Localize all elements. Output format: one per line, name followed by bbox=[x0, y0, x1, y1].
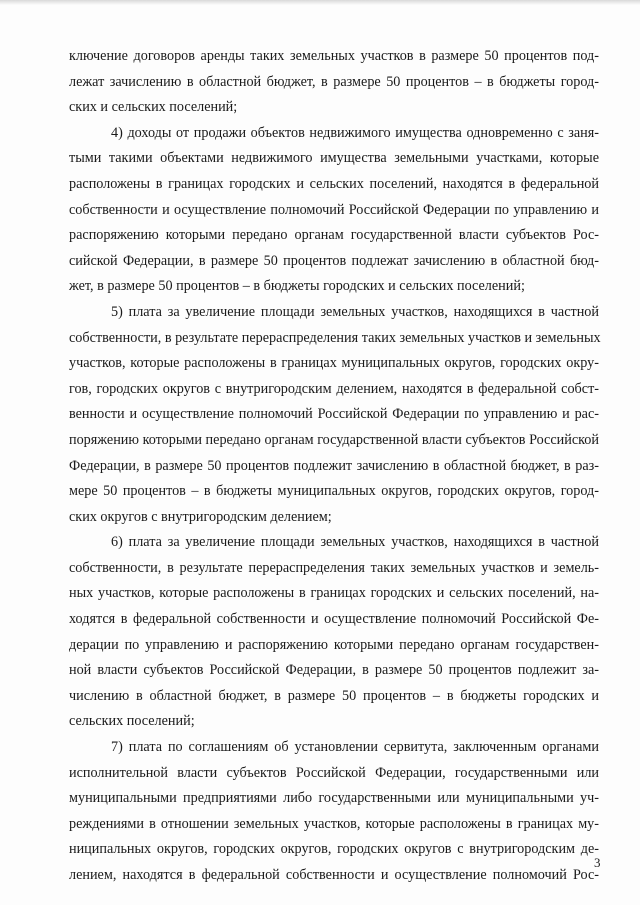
text-line: тыми такими объектами недвижимого имущества земельными участками, которые bbox=[69, 150, 599, 167]
text-line: мере 50 процентов – в бюджеты муниципальных округов, городских округов, город- bbox=[69, 483, 599, 500]
paragraph-item-4 bbox=[69, 121, 599, 300]
text-line: дерации по управлению и распоряжению которыми передано органам государствен- bbox=[69, 636, 599, 653]
text-line: ских округов с внутригородским делением; bbox=[69, 508, 332, 525]
text-line: венности и осуществление полномочий Российской Федерации по управлению и рас- bbox=[69, 406, 599, 423]
text-line: участков, которые расположены в границах муниципальных округов, городских окру- bbox=[69, 355, 599, 372]
scan-top-edge bbox=[0, 0, 640, 5]
text-line: 5) плата за увеличение площади земельных участков, находящихся в частной bbox=[111, 303, 599, 320]
text-line: ских и сельских поселений; bbox=[69, 99, 238, 116]
text-line: числению в областной бюджет, в размере 50 процентов – в бюджеты городских и bbox=[69, 687, 599, 704]
text-line: 7) плата по соглашениям об установлении сервитута, заключенным органами bbox=[111, 739, 599, 756]
text-line: ниципальных округов, городских округов, городских округов с внутригородским де- bbox=[69, 841, 599, 858]
text-line: ключение договоров аренды таких земельных участков в размере 50 процентов под- bbox=[69, 48, 599, 64]
text-line: ходятся в федеральной собственности и осуществление полномочий Российской Фе- bbox=[69, 611, 599, 628]
paragraph-continuation bbox=[69, 44, 599, 121]
paragraph-item-5 bbox=[69, 300, 599, 530]
page-number: 3 bbox=[594, 855, 601, 870]
text-line: Федерации, в размере 50 процентов подлежит зачислению в областной бюджет, в раз- bbox=[69, 457, 599, 474]
text-line: сельских поселений; bbox=[69, 713, 195, 730]
text-line: собственности, в результате перераспределения таких земельных участков и земельных bbox=[69, 329, 601, 346]
text-line: муниципальными предприятиями либо государственными или муниципальными уч- bbox=[69, 790, 599, 807]
text-line: гов, городских округов с внутригородским делением, находятся в федеральной собст- bbox=[69, 380, 599, 397]
text-line: сийской Федерации, в размере 50 процентов подлежат зачислению в областной бюд- bbox=[69, 252, 599, 269]
text-line: расположены в границах городских и сельских поселений, находятся в федеральной bbox=[69, 175, 599, 192]
text-line: ной власти субъектов Российской Федерации, в размере 50 процентов подлежит за- bbox=[69, 662, 599, 679]
text-line: поряжению которыми передано органам государственной власти субъектов Российской bbox=[69, 431, 599, 448]
text-line: лением, находятся в федеральной собственности и осуществление полномочий Рос- bbox=[69, 867, 599, 883]
text-line: ных участков, которые расположены в границах городских и сельских поселений, на- bbox=[69, 585, 599, 602]
paragraph-item-6 bbox=[69, 530, 599, 735]
text-line: реждениями в отношении земельных участков, которые расположены в границах му- bbox=[69, 815, 599, 832]
text-line: собственности, в результате перераспределения таких земельных участков и земель- bbox=[69, 559, 599, 576]
text-line: 6) плата за увеличение площади земельных участков, находящихся в частной bbox=[111, 534, 599, 551]
text-line: лежат зачислению в областной бюджет, в размере 50 процентов – в бюджеты город- bbox=[69, 73, 599, 90]
text-line: 4) доходы от продажи объектов недвижимого имущества одновременно с заня- bbox=[111, 124, 599, 141]
text-line: жет, в размере 50 процентов – в бюджеты городских и сельских поселений; bbox=[69, 278, 525, 295]
text-line: распоряжению которыми передано органам государственной власти субъектов Рос- bbox=[69, 227, 599, 244]
text-line: собственности и осуществление полномочий Российской Федерации по управлению и bbox=[69, 201, 599, 218]
document-body bbox=[69, 44, 599, 889]
paragraph-item-7 bbox=[69, 735, 599, 889]
text-line: исполнительной власти субъектов Российской Федерации, государственными или bbox=[69, 764, 599, 781]
